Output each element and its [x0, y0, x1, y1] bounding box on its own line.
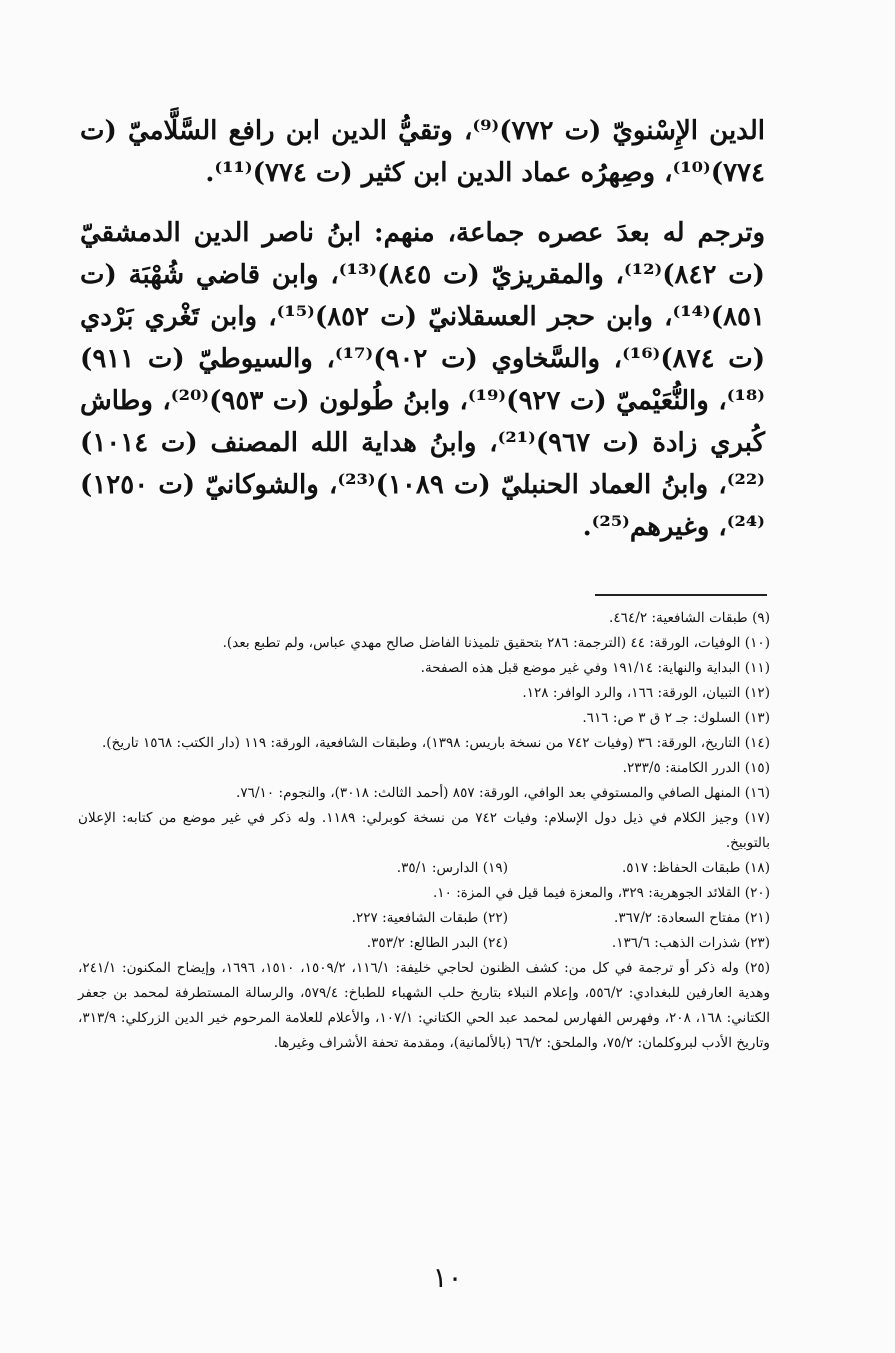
footnote-grid	[78, 856, 770, 881]
footnote: (٢٣) شذرات الذهب: ١٣٦/٦.	[611, 935, 770, 951]
footnote: (١٨) طبقات الحفاظ: ٥١٧.	[621, 860, 770, 876]
footnote-separator	[595, 594, 767, 596]
main-paragraph: الدين الإِسْنويّ (ت ٧٧٢)⁽⁹⁾، وتقيُّ الدين ابن رافع السَّلَّاميّ (ت ٧٧٤)⁽¹⁰⁾، وصِهرُه عماد الدين ابن كثير (ت ٧٧٤)⁽¹¹⁾.	[80, 116, 765, 188]
footnote: (٢٠) القلائد الجوهرية: ٣٢٩، والمعزة فيما قيل في المزة: ١٠.	[432, 885, 770, 901]
footnote: (١٣) السلوك: جـ ٢ ق ٣ ص: ٦١٦.	[582, 710, 770, 726]
footnote: (١٦) المنهل الصافي والمستوفي بعد الوافي، الورقة: ٨٥٧ (أحمد الثالث: ٣٠١٨)، والنجوم: ٧٦/١٠.	[236, 785, 770, 801]
footnote: (١٥) الدرر الكامنة: ٢٣٣/٥.	[622, 760, 770, 776]
page-number: ١٠	[432, 1261, 463, 1294]
footnote: (٢٤) البدر الطالع: ٣٥٣/٢.	[366, 935, 508, 951]
footnote: (٢٢) طبقات الشافعية: ٢٢٧.	[351, 910, 508, 926]
footnote: (٢٥) وله ذكر أو ترجمة في كل من: كشف الظنون لحاجي خليفة: ١١٦/١، ١٥٠٩/٢، ١٥١٠، ١٦٩٦، وإيضاح المكنون: ٢٤١/١، وهدية العارفين للبغدادي: ٥٥٦/٢، وإعلام النبلاء بتاريخ حلب الشهباء للطباخ: ٥٧٩/٤، والرسالة المستطرفة لمحمد بن جعفر الكتاني: ١٦٨، ٢٠٨، وفهرس الفهارس لمحمد عبد الحي الكتاني: ١٠٧/١، والأعلام للعلامة المرحوم خير الدين الزركلي: ٣١٣/٩، وتاريخ الأدب لبروكلمان: ٧٥/٢، والملحق: ٦٦/٢ (بالألمانية)، ومقدمة تحفة الأشراف وغيرها.	[78, 960, 771, 1051]
footnote: (١٩) الدارس: ٣٥/١.	[396, 860, 508, 876]
main-paragraph: وترجم له بعدَ عصره جماعة، منهم: ابنُ ناصر الدين الدمشقيّ (ت ٨٤٢)⁽¹²⁾، والمقريزيّ (ت ٨٤٥)⁽¹³⁾، وابن قاضي شُهْبَة (ت ٨٥١)⁽¹⁴⁾، وابن حجر العسقلانيّ (ت ٨٥٢)⁽¹⁵⁾، وابن تَغْري بَرْدي (ت ٨٧٤)⁽¹⁶⁾، والسَّخاوي (ت ٩٠٢)⁽¹⁷⁾، والسيوطيّ (ت ٩١١)⁽¹⁸⁾، والنُّعَيْميّ (ت ٩٢٧)⁽¹⁹⁾، وابنُ طُولون (ت ٩٥٣)⁽²⁰⁾، وطاش كُبري زادة (ت ٩٦٧)⁽²¹⁾، وابنُ هداية الله المصنف (ت ١٠١٤)⁽²²⁾، وابنُ العماد الحنبليّ (ت ١٠٨٩)⁽²³⁾، والشوكانيّ (ت ١٢٥٠)⁽²⁴⁾، وغيرهم⁽²⁵⁾.	[80, 218, 766, 542]
footnote: (١٠) الوفيات، الورقة: ٤٤ (الترجمة: ٢٨٦ بتحقيق تلميذنا الفاضل صالح مهدي عباس، ولم تطبع بعد).	[222, 635, 770, 651]
footnote: (١٢) التبيان، الورقة: ١٦٦، والرد الوافر: ١٢٨.	[522, 685, 770, 701]
footnote: (٩) طبقات الشافعية: ٤٦٤/٢.	[609, 610, 770, 626]
footnote: (١٧) وجيز الكلام في ذيل دول الإسلام: وفيات ٧٤٢ من نسخة كوبرلي: ١١٨٩. وله ذكر في غير موضع من كتابه: الإعلان بالتوبيخ.	[78, 810, 771, 851]
footnote: (١١) البداية والنهاية: ١٩١/١٤ وفي غير موضع قبل هذه الصفحة.	[420, 660, 770, 676]
footnote: (٢١) مفتاح السعادة: ٣٦٧/٢.	[614, 910, 770, 926]
main-text-body	[80, 110, 765, 548]
footnote-grid	[78, 931, 770, 956]
footnote-grid	[78, 906, 770, 931]
footnotes	[78, 606, 770, 1056]
footnote: (١٤) التاريخ، الورقة: ٣٦ (وفيات ٧٤٢ من نسخة باريس: ١٣٩٨)، وطبقات الشافعية، الورقة: ١١٩ (دار الكتب: ١٥٦٨ تاريخ).	[101, 735, 770, 751]
